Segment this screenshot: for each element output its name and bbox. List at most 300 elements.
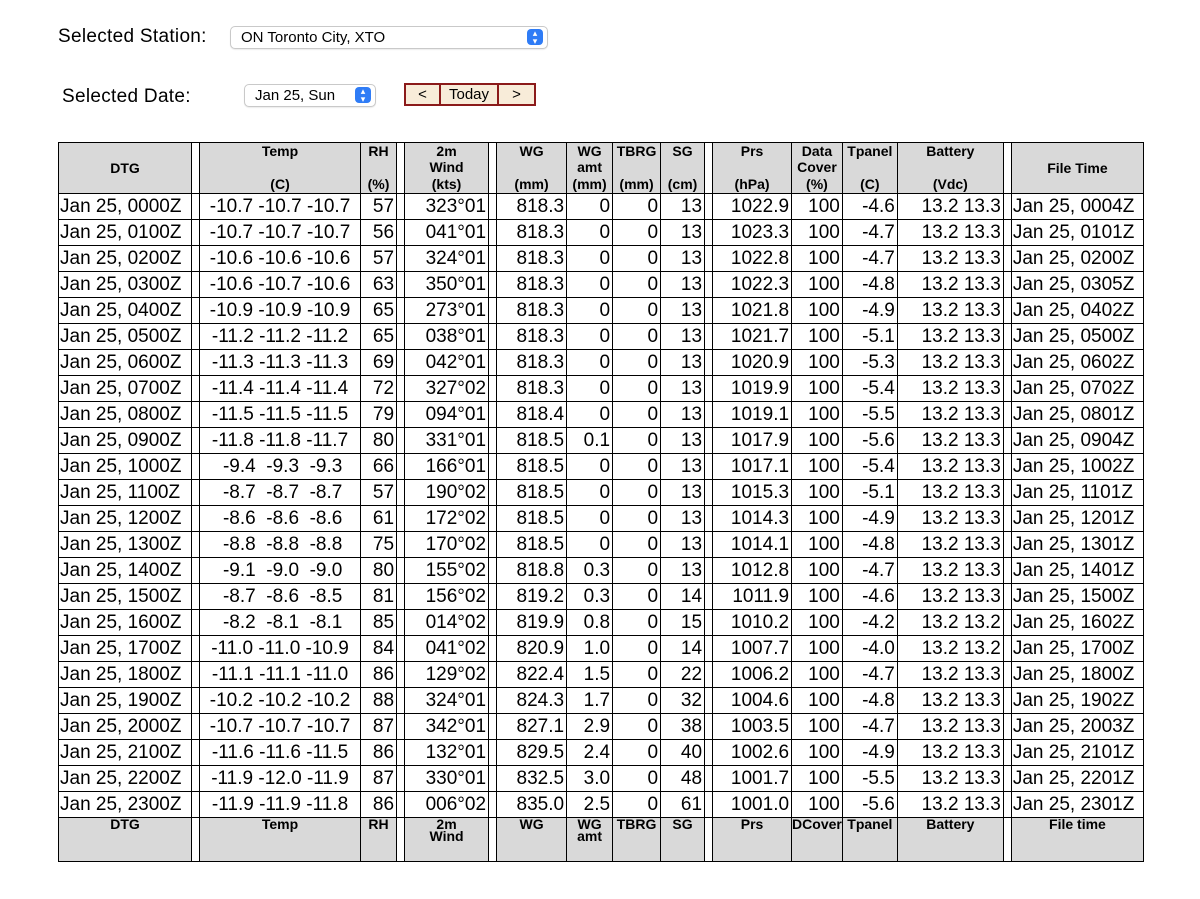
cell-prs: 1015.3 bbox=[713, 480, 792, 506]
column-separator bbox=[1003, 402, 1011, 428]
cell-tpanel: -5.5 bbox=[842, 402, 897, 428]
column-separator bbox=[489, 324, 497, 350]
column-separator bbox=[705, 324, 713, 350]
cell-wgamt: 0 bbox=[567, 376, 613, 402]
cell-battery: 13.2 13.3 bbox=[897, 766, 1003, 792]
cell-prs: 1022.8 bbox=[713, 246, 792, 272]
cell-dcover: 100 bbox=[792, 428, 843, 454]
column-separator bbox=[192, 376, 200, 402]
cell-temp: -11.8 -11.8 -11.7 bbox=[200, 428, 361, 454]
cell-filetime: Jan 25, 0801Z bbox=[1011, 402, 1143, 428]
column-separator bbox=[705, 428, 713, 454]
cell-tpanel: -5.4 bbox=[842, 454, 897, 480]
table-row bbox=[59, 402, 1144, 428]
cell-dcover: 100 bbox=[792, 558, 843, 584]
cell-dcover: 100 bbox=[792, 480, 843, 506]
cell-temp: -11.9 -11.9 -11.8 bbox=[200, 792, 361, 818]
cell-tbrg: 0 bbox=[613, 532, 661, 558]
cell-sg: 13 bbox=[661, 558, 705, 584]
cell-temp: -10.2 -10.2 -10.2 bbox=[200, 688, 361, 714]
prev-day-button[interactable]: < bbox=[404, 83, 441, 106]
cell-wg: 835.0 bbox=[497, 792, 567, 818]
column-header-dcover bbox=[792, 143, 843, 194]
cell-dcover: 100 bbox=[792, 454, 843, 480]
cell-tbrg: 0 bbox=[613, 350, 661, 376]
column-separator bbox=[1003, 480, 1011, 506]
cell-battery: 13.2 13.3 bbox=[897, 792, 1003, 818]
next-day-button[interactable]: > bbox=[497, 83, 536, 106]
cell-tbrg: 0 bbox=[613, 376, 661, 402]
column-separator bbox=[489, 272, 497, 298]
cell-tpanel: -5.6 bbox=[842, 792, 897, 818]
column-separator bbox=[489, 506, 497, 532]
cell-tpanel: -4.8 bbox=[842, 532, 897, 558]
cell-rh: 80 bbox=[361, 558, 397, 584]
cell-dtg: Jan 25, 0800Z bbox=[59, 402, 192, 428]
column-separator bbox=[192, 454, 200, 480]
cell-tpanel: -5.5 bbox=[842, 766, 897, 792]
cell-tbrg: 0 bbox=[613, 636, 661, 662]
station-select-value: ON Toronto City, XTO bbox=[241, 29, 386, 46]
column-separator bbox=[192, 792, 200, 818]
column-separator bbox=[705, 766, 713, 792]
cell-wind: 038°01 bbox=[405, 324, 489, 350]
column-separator bbox=[192, 766, 200, 792]
cell-wg: 832.5 bbox=[497, 766, 567, 792]
cell-battery: 13.2 13.3 bbox=[897, 506, 1003, 532]
cell-temp: -11.2 -11.2 -11.2 bbox=[200, 324, 361, 350]
cell-wg: 818.3 bbox=[497, 220, 567, 246]
cell-tpanel: -4.8 bbox=[842, 272, 897, 298]
cell-dcover: 100 bbox=[792, 636, 843, 662]
column-separator bbox=[192, 194, 200, 220]
cell-filetime: Jan 25, 0702Z bbox=[1011, 376, 1143, 402]
cell-temp: -10.9 -10.9 -10.9 bbox=[200, 298, 361, 324]
cell-tbrg: 0 bbox=[613, 298, 661, 324]
column-unit: (kts) bbox=[431, 176, 462, 192]
column-separator bbox=[1003, 610, 1011, 636]
cell-battery: 13.2 13.3 bbox=[897, 740, 1003, 766]
cell-rh: 72 bbox=[361, 376, 397, 402]
table-row bbox=[59, 532, 1144, 558]
column-separator bbox=[192, 480, 200, 506]
cell-temp: -8.2 -8.1 -8.1 bbox=[200, 610, 361, 636]
column-separator bbox=[489, 610, 497, 636]
cell-dtg: Jan 25, 1400Z bbox=[59, 558, 192, 584]
table-row bbox=[59, 740, 1144, 766]
date-label: Selected Date: bbox=[62, 86, 191, 107]
cell-wgamt: 0 bbox=[567, 480, 613, 506]
column-separator bbox=[1003, 428, 1011, 454]
column-separator bbox=[705, 220, 713, 246]
column-title: DTG bbox=[110, 160, 140, 176]
cell-rh: 57 bbox=[361, 194, 397, 220]
table-row bbox=[59, 324, 1144, 350]
cell-wg: 818.3 bbox=[497, 298, 567, 324]
cell-prs: 1022.9 bbox=[713, 194, 792, 220]
cell-wg: 818.4 bbox=[497, 402, 567, 428]
column-separator bbox=[192, 688, 200, 714]
column-separator bbox=[489, 818, 497, 862]
cell-rh: 87 bbox=[361, 714, 397, 740]
column-separator bbox=[489, 246, 497, 272]
column-separator bbox=[705, 584, 713, 610]
cell-battery: 13.2 13.2 bbox=[897, 610, 1003, 636]
column-separator bbox=[489, 532, 497, 558]
footer-prs: Prs bbox=[713, 818, 792, 862]
column-header-sg bbox=[661, 143, 705, 194]
column-separator bbox=[192, 143, 200, 194]
column-separator bbox=[192, 298, 200, 324]
cell-dcover: 100 bbox=[792, 246, 843, 272]
cell-dtg: Jan 25, 0600Z bbox=[59, 350, 192, 376]
cell-wg: 818.3 bbox=[497, 272, 567, 298]
cell-rh: 86 bbox=[361, 662, 397, 688]
cell-sg: 38 bbox=[661, 714, 705, 740]
cell-battery: 13.2 13.3 bbox=[897, 558, 1003, 584]
cell-tpanel: -4.7 bbox=[842, 662, 897, 688]
column-separator bbox=[397, 428, 405, 454]
column-separator bbox=[397, 350, 405, 376]
cell-wgamt: 0 bbox=[567, 194, 613, 220]
column-separator bbox=[1003, 714, 1011, 740]
cell-battery: 13.2 13.3 bbox=[897, 662, 1003, 688]
cell-tbrg: 0 bbox=[613, 324, 661, 350]
column-separator bbox=[397, 662, 405, 688]
cell-tbrg: 0 bbox=[613, 480, 661, 506]
cell-filetime: Jan 25, 1800Z bbox=[1011, 662, 1143, 688]
column-separator bbox=[489, 480, 497, 506]
column-header-prs bbox=[713, 143, 792, 194]
cell-temp: -11.1 -11.1 -11.0 bbox=[200, 662, 361, 688]
column-separator bbox=[489, 428, 497, 454]
cell-wg: 818.3 bbox=[497, 350, 567, 376]
cell-wgamt: 2.4 bbox=[567, 740, 613, 766]
cell-sg: 22 bbox=[661, 662, 705, 688]
cell-wgamt: 0 bbox=[567, 246, 613, 272]
cell-sg: 13 bbox=[661, 506, 705, 532]
column-header-rh bbox=[361, 143, 397, 194]
table-row bbox=[59, 480, 1144, 506]
cell-temp: -9.4 -9.3 -9.3 bbox=[200, 454, 361, 480]
column-separator bbox=[705, 454, 713, 480]
column-title: Data Cover bbox=[797, 143, 837, 175]
column-separator bbox=[397, 532, 405, 558]
footer-sg: SG bbox=[661, 818, 705, 862]
table-row bbox=[59, 610, 1144, 636]
column-title: Battery bbox=[926, 143, 975, 159]
cell-wg: 818.3 bbox=[497, 194, 567, 220]
cell-wg: 824.3 bbox=[497, 688, 567, 714]
cell-filetime: Jan 25, 0101Z bbox=[1011, 220, 1143, 246]
cell-sg: 13 bbox=[661, 376, 705, 402]
cell-tpanel: -5.3 bbox=[842, 350, 897, 376]
column-separator bbox=[397, 818, 405, 862]
station-select[interactable] bbox=[230, 26, 548, 49]
cell-sg: 32 bbox=[661, 688, 705, 714]
footer-tbrg: TBRG bbox=[613, 818, 661, 862]
column-separator bbox=[705, 610, 713, 636]
cell-sg: 14 bbox=[661, 584, 705, 610]
cell-wind: 041°02 bbox=[405, 636, 489, 662]
cell-battery: 13.2 13.3 bbox=[897, 584, 1003, 610]
table-row bbox=[59, 662, 1144, 688]
table-row bbox=[59, 688, 1144, 714]
column-separator bbox=[397, 792, 405, 818]
cell-filetime: Jan 25, 0904Z bbox=[1011, 428, 1143, 454]
column-unit: (%) bbox=[367, 176, 390, 192]
today-button[interactable]: Today bbox=[439, 83, 499, 106]
column-separator bbox=[489, 402, 497, 428]
cell-dtg: Jan 25, 0100Z bbox=[59, 220, 192, 246]
cell-wind: 156°02 bbox=[405, 584, 489, 610]
column-separator bbox=[705, 246, 713, 272]
cell-wind: 170°02 bbox=[405, 532, 489, 558]
cell-tbrg: 0 bbox=[613, 220, 661, 246]
column-separator bbox=[192, 350, 200, 376]
table-row bbox=[59, 636, 1144, 662]
column-separator bbox=[1003, 194, 1011, 220]
column-separator bbox=[397, 220, 405, 246]
cell-prs: 1021.7 bbox=[713, 324, 792, 350]
column-header-wind bbox=[405, 143, 489, 194]
cell-sg: 13 bbox=[661, 220, 705, 246]
cell-prs: 1022.3 bbox=[713, 272, 792, 298]
column-unit: (mm) bbox=[572, 176, 607, 192]
cell-dcover: 100 bbox=[792, 324, 843, 350]
cell-temp: -10.7 -10.7 -10.7 bbox=[200, 194, 361, 220]
column-separator bbox=[705, 506, 713, 532]
cell-temp: -9.1 -9.0 -9.0 bbox=[200, 558, 361, 584]
cell-temp: -11.6 -11.6 -11.5 bbox=[200, 740, 361, 766]
table-row bbox=[59, 584, 1144, 610]
column-separator bbox=[1003, 740, 1011, 766]
cell-battery: 13.2 13.3 bbox=[897, 402, 1003, 428]
column-separator bbox=[192, 558, 200, 584]
cell-wgamt: 0.3 bbox=[567, 584, 613, 610]
cell-tbrg: 0 bbox=[613, 584, 661, 610]
station-label: Selected Station: bbox=[58, 26, 207, 47]
column-header-dtg bbox=[59, 143, 192, 194]
cell-rh: 84 bbox=[361, 636, 397, 662]
cell-rh: 88 bbox=[361, 688, 397, 714]
cell-rh: 75 bbox=[361, 532, 397, 558]
cell-tbrg: 0 bbox=[613, 428, 661, 454]
cell-tpanel: -4.7 bbox=[842, 246, 897, 272]
column-separator bbox=[192, 428, 200, 454]
cell-wgamt: 0 bbox=[567, 350, 613, 376]
cell-wind: 155°02 bbox=[405, 558, 489, 584]
cell-wg: 829.5 bbox=[497, 740, 567, 766]
column-separator bbox=[1003, 506, 1011, 532]
cell-battery: 13.2 13.3 bbox=[897, 532, 1003, 558]
cell-dcover: 100 bbox=[792, 376, 843, 402]
cell-wind: 172°02 bbox=[405, 506, 489, 532]
cell-dcover: 100 bbox=[792, 792, 843, 818]
cell-tpanel: -4.6 bbox=[842, 584, 897, 610]
cell-dcover: 100 bbox=[792, 220, 843, 246]
cell-wind: 331°01 bbox=[405, 428, 489, 454]
column-separator bbox=[705, 532, 713, 558]
column-separator bbox=[705, 376, 713, 402]
cell-tpanel: -4.9 bbox=[842, 740, 897, 766]
table-row bbox=[59, 792, 1144, 818]
cell-sg: 13 bbox=[661, 194, 705, 220]
cell-prs: 1017.9 bbox=[713, 428, 792, 454]
column-separator bbox=[192, 610, 200, 636]
column-separator bbox=[397, 246, 405, 272]
column-title: Tpanel bbox=[847, 143, 893, 159]
cell-prs: 1019.9 bbox=[713, 376, 792, 402]
cell-wg: 818.5 bbox=[497, 480, 567, 506]
column-separator bbox=[705, 714, 713, 740]
column-separator bbox=[489, 714, 497, 740]
cell-filetime: Jan 25, 2003Z bbox=[1011, 714, 1143, 740]
cell-temp: -11.9 -12.0 -11.9 bbox=[200, 766, 361, 792]
column-separator bbox=[192, 324, 200, 350]
column-header-battery bbox=[897, 143, 1003, 194]
table-row bbox=[59, 350, 1144, 376]
cell-wg: 827.1 bbox=[497, 714, 567, 740]
cell-rh: 80 bbox=[361, 428, 397, 454]
cell-prs: 1003.5 bbox=[713, 714, 792, 740]
column-separator bbox=[397, 688, 405, 714]
cell-tpanel: -4.2 bbox=[842, 610, 897, 636]
column-header-wgamt bbox=[567, 143, 613, 194]
cell-sg: 13 bbox=[661, 272, 705, 298]
cell-filetime: Jan 25, 2101Z bbox=[1011, 740, 1143, 766]
column-separator bbox=[1003, 324, 1011, 350]
cell-wgamt: 0 bbox=[567, 220, 613, 246]
cell-sg: 13 bbox=[661, 402, 705, 428]
cell-sg: 61 bbox=[661, 792, 705, 818]
cell-dcover: 100 bbox=[792, 506, 843, 532]
cell-sg: 15 bbox=[661, 610, 705, 636]
column-unit: (mm) bbox=[619, 176, 654, 192]
cell-dtg: Jan 25, 2200Z bbox=[59, 766, 192, 792]
cell-tpanel: -4.7 bbox=[842, 714, 897, 740]
cell-temp: -11.0 -11.0 -10.9 bbox=[200, 636, 361, 662]
cell-filetime: Jan 25, 0500Z bbox=[1011, 324, 1143, 350]
cell-tpanel: -4.6 bbox=[842, 194, 897, 220]
footer-temp: Temp bbox=[200, 818, 361, 862]
cell-dcover: 100 bbox=[792, 402, 843, 428]
column-separator bbox=[192, 584, 200, 610]
column-separator bbox=[397, 506, 405, 532]
cell-rh: 66 bbox=[361, 454, 397, 480]
cell-dtg: Jan 25, 0400Z bbox=[59, 298, 192, 324]
cell-dcover: 100 bbox=[792, 740, 843, 766]
cell-dcover: 100 bbox=[792, 688, 843, 714]
cell-wgamt: 0 bbox=[567, 402, 613, 428]
column-separator bbox=[489, 584, 497, 610]
cell-battery: 13.2 13.3 bbox=[897, 714, 1003, 740]
cell-wgamt: 0.8 bbox=[567, 610, 613, 636]
column-separator bbox=[192, 402, 200, 428]
cell-wind: 350°01 bbox=[405, 272, 489, 298]
cell-wg: 818.5 bbox=[497, 532, 567, 558]
cell-battery: 13.2 13.3 bbox=[897, 324, 1003, 350]
chevron-updown-icon: ▴ ▾ bbox=[355, 87, 371, 103]
column-separator bbox=[489, 143, 497, 194]
column-separator bbox=[397, 272, 405, 298]
cell-rh: 79 bbox=[361, 402, 397, 428]
column-separator bbox=[1003, 792, 1011, 818]
column-separator bbox=[705, 688, 713, 714]
table-row bbox=[59, 558, 1144, 584]
cell-battery: 13.2 13.3 bbox=[897, 350, 1003, 376]
cell-wind: 006°02 bbox=[405, 792, 489, 818]
cell-battery: 13.2 13.3 bbox=[897, 688, 1003, 714]
column-header-tpanel bbox=[842, 143, 897, 194]
cell-sg: 40 bbox=[661, 740, 705, 766]
cell-prs: 1012.8 bbox=[713, 558, 792, 584]
cell-temp: -8.8 -8.8 -8.8 bbox=[200, 532, 361, 558]
column-separator bbox=[397, 194, 405, 220]
cell-rh: 87 bbox=[361, 766, 397, 792]
cell-rh: 65 bbox=[361, 298, 397, 324]
column-separator bbox=[192, 272, 200, 298]
cell-dtg: Jan 25, 1100Z bbox=[59, 480, 192, 506]
footer-wind: 2m Wind bbox=[405, 818, 489, 862]
column-separator bbox=[397, 454, 405, 480]
cell-battery: 13.2 13.3 bbox=[897, 454, 1003, 480]
cell-wind: 324°01 bbox=[405, 246, 489, 272]
cell-rh: 57 bbox=[361, 480, 397, 506]
footer-wg: WG bbox=[497, 818, 567, 862]
column-title: RH bbox=[368, 143, 389, 159]
column-separator bbox=[192, 662, 200, 688]
cell-filetime: Jan 25, 2201Z bbox=[1011, 766, 1143, 792]
cell-dtg: Jan 25, 2300Z bbox=[59, 792, 192, 818]
cell-sg: 13 bbox=[661, 246, 705, 272]
cell-tpanel: -4.9 bbox=[842, 506, 897, 532]
footer-tpanel: Tpanel bbox=[842, 818, 897, 862]
cell-tbrg: 0 bbox=[613, 402, 661, 428]
column-unit: (C) bbox=[270, 176, 290, 192]
column-separator bbox=[1003, 350, 1011, 376]
cell-battery: 13.2 13.3 bbox=[897, 428, 1003, 454]
cell-wind: 042°01 bbox=[405, 350, 489, 376]
column-unit: (cm) bbox=[667, 176, 698, 192]
cell-filetime: Jan 25, 1700Z bbox=[1011, 636, 1143, 662]
column-separator bbox=[705, 350, 713, 376]
column-separator bbox=[489, 662, 497, 688]
column-unit: (mm) bbox=[514, 176, 549, 192]
cell-prs: 1014.1 bbox=[713, 532, 792, 558]
cell-wg: 822.4 bbox=[497, 662, 567, 688]
cell-rh: 65 bbox=[361, 324, 397, 350]
cell-tbrg: 0 bbox=[613, 610, 661, 636]
column-header-tbrg bbox=[613, 143, 661, 194]
cell-filetime: Jan 25, 1902Z bbox=[1011, 688, 1143, 714]
column-title: WG amt bbox=[577, 143, 602, 175]
cell-dcover: 100 bbox=[792, 272, 843, 298]
cell-sg: 13 bbox=[661, 350, 705, 376]
column-separator bbox=[489, 792, 497, 818]
column-title: File Time bbox=[1047, 160, 1108, 176]
cell-dcover: 100 bbox=[792, 350, 843, 376]
column-separator bbox=[705, 143, 713, 194]
cell-wg: 818.3 bbox=[497, 376, 567, 402]
date-select[interactable] bbox=[244, 84, 376, 107]
cell-wgamt: 2.9 bbox=[567, 714, 613, 740]
cell-temp: -8.6 -8.6 -8.6 bbox=[200, 506, 361, 532]
column-separator bbox=[489, 220, 497, 246]
column-separator bbox=[705, 194, 713, 220]
cell-prs: 1006.2 bbox=[713, 662, 792, 688]
cell-sg: 13 bbox=[661, 454, 705, 480]
